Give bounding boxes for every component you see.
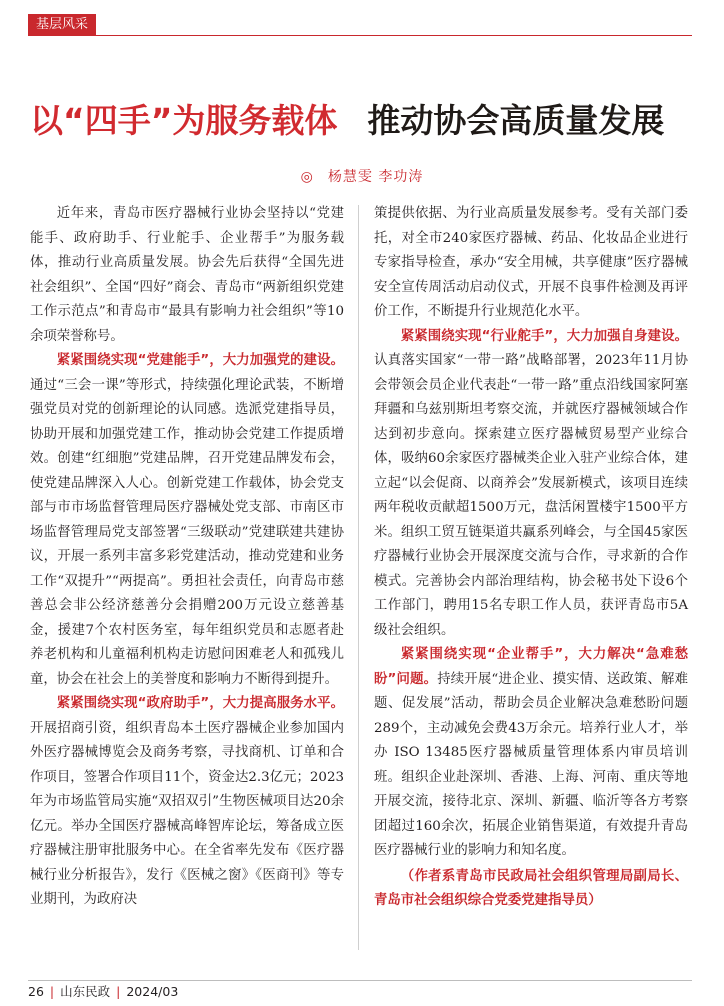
page-header [28, 14, 692, 36]
byline [0, 166, 724, 186]
authors: 杨慧雯 李功涛 [327, 169, 424, 185]
magazine-name: 山东民政 [60, 984, 111, 999]
paragraph-enterprise-help [374, 643, 688, 864]
header-rule [28, 35, 692, 36]
footer-separator: | [49, 984, 55, 999]
paragraph-industry-helm [374, 325, 688, 644]
page-number: 26 [28, 984, 44, 999]
subheading-government-assist: 紧紧围绕实现“政府助手”，大力提高服务水平。 [56, 696, 344, 711]
paragraph-industry-helm-body: 认真落实国家“一带一路”战略部署，2023年11月协会带领会员企业代表赴“一带一路”重点沿线国家阿塞拜疆和乌兹别斯坦考察交流，并就医疗器械领域合作达到初步意向。探索建立医疗器械贸易型产业综合体，吸纳60余家医疗器械类企业入驻产业综合体，建立起“以会促商、以商养会”发展新模式，该项目连续两年税收贡献超1500万元，盘活闲置楼宇1500平方米。组织工贸互链渠道共赢系列峰会，与全国45家医疗器械行业协会开展深度交流与合作，寻求新的合作模式。完善协会内部治理结构，协会秘书处下设6个工作部门，聘用15名专职工作人员，获评青岛市5A 级社会组织。 [374, 353, 688, 638]
section-tag: 基层风采 [28, 14, 96, 36]
author-note: （作者系青岛市民政局社会组织管理局副局长、青岛市社会组织综合党委党建指导员） [374, 867, 688, 908]
column-divider [358, 205, 359, 950]
paragraph-government-assist-body: 开展招商引资，组织青岛本土医疗器械企业参加国内外医疗器械博览会及商务考察，寻找商机、订单和合作项目，签署合作项目11个，资金达2.3亿元；2023年为市场监管局实施“双招双引”生物医械项目达20余亿元。举办全国医疗器械高峰智库论坛，筹备成立医疗器械注册审批服务中心。在全省率先发布《医疗器械行业分析报告》，发行《医械之窗》《医商刊》等专业期刊，为政府决 [30, 720, 344, 907]
paragraph-government-assist [30, 692, 344, 913]
issue-number: 2024/03 [126, 984, 179, 999]
footer-separator: | [116, 984, 121, 999]
title-part-2: 推动协会高质量发展 [367, 101, 665, 140]
page-footer [28, 982, 178, 1000]
byline-mark: ◎ [300, 169, 314, 185]
paragraph-enterprise-help-body: 持续开展“进企业、摸实情、送政策、解难题、促发展”活动，帮助会员企业解决急难愁盼问题289个，主动减免会费43万余元。培养行业人才，举办 ISO 13485医疗器械质量管理体系内审员培训班。组织企业赴深圳、香港、上海、河南、重庆等地开展交流，接待北京、深圳、新疆、临沂等各方考察团超过160余次，拓展企业销售渠道，有效提升青岛医疗器械行业的影响力和知名度。 [374, 671, 688, 858]
subheading-industry-helm: 紧紧围绕实现“行业舵手”，大力加强自身建设。 [400, 328, 688, 344]
subheading-party-building: 紧紧围绕实现“党建能手”，大力加强党的建设。 [56, 353, 344, 368]
right-column [374, 202, 688, 913]
article-title [30, 94, 694, 148]
subheading-enterprise-help: 紧紧围绕实现“企业帮手”，大力解决“急难愁盼”问题。 [374, 647, 688, 687]
left-column [30, 202, 344, 913]
footer-rule [28, 980, 692, 981]
paragraph-intro: 近年来，青岛市医疗器械行业协会坚持以“党建能手、政府助手、行业舵手、企业帮手”为服务载体，推动行业高质量发展。协会先后获得“全国先进社会组织”、全国“四好”商会、青岛市“两新组织党建工作示范点”和青岛市“最具有影响力社会组织”等10余项荣誉称号。 [30, 206, 344, 344]
title-part-1: 以“四手”为服务载体 [30, 101, 338, 140]
paragraph-party-building [30, 349, 344, 692]
paragraph-party-building-body: 通过“三会一课”等形式，持续强化理论武装，不断增强党员对党的创新理论的认同感。选派党建指导员，协助开展和加强党建工作，推动协会党建工作提质增效。创建“红细胞”党建品牌，召开党建品牌发布会，使党建品牌深入人心。创新党建工作载体，协会党支部与市市场监督管理局医疗器械处党支部、市南区市场监督管理局党支部签署“三级联动”党建联建共建协议，开展一系列丰富多彩党建活动，推动党建和业务工作“双提升”“两提高”。勇担社会责任，向青岛市慈善总会非公经济慈善分会捐赠200万元设立慈善基金，援建7个农村医务室，每年组织党员和志愿者赴养老机构和儿童福利机构走访慰问困难老人和孤残儿童，协会在社会上的美誉度和影响力不断得到提升。 [30, 377, 344, 687]
paragraph-continued: 策提供依据、为行业高质量发展参考。受有关部门委托，对全市240家医疗器械、药品、化妆品企业进行专家指导检查，承办“安全用械，共享健康”医疗器械安全宣传周活动启动仪式，开展不良事件检测及再评价工作，不断提升行业规范化水平。 [374, 206, 688, 319]
